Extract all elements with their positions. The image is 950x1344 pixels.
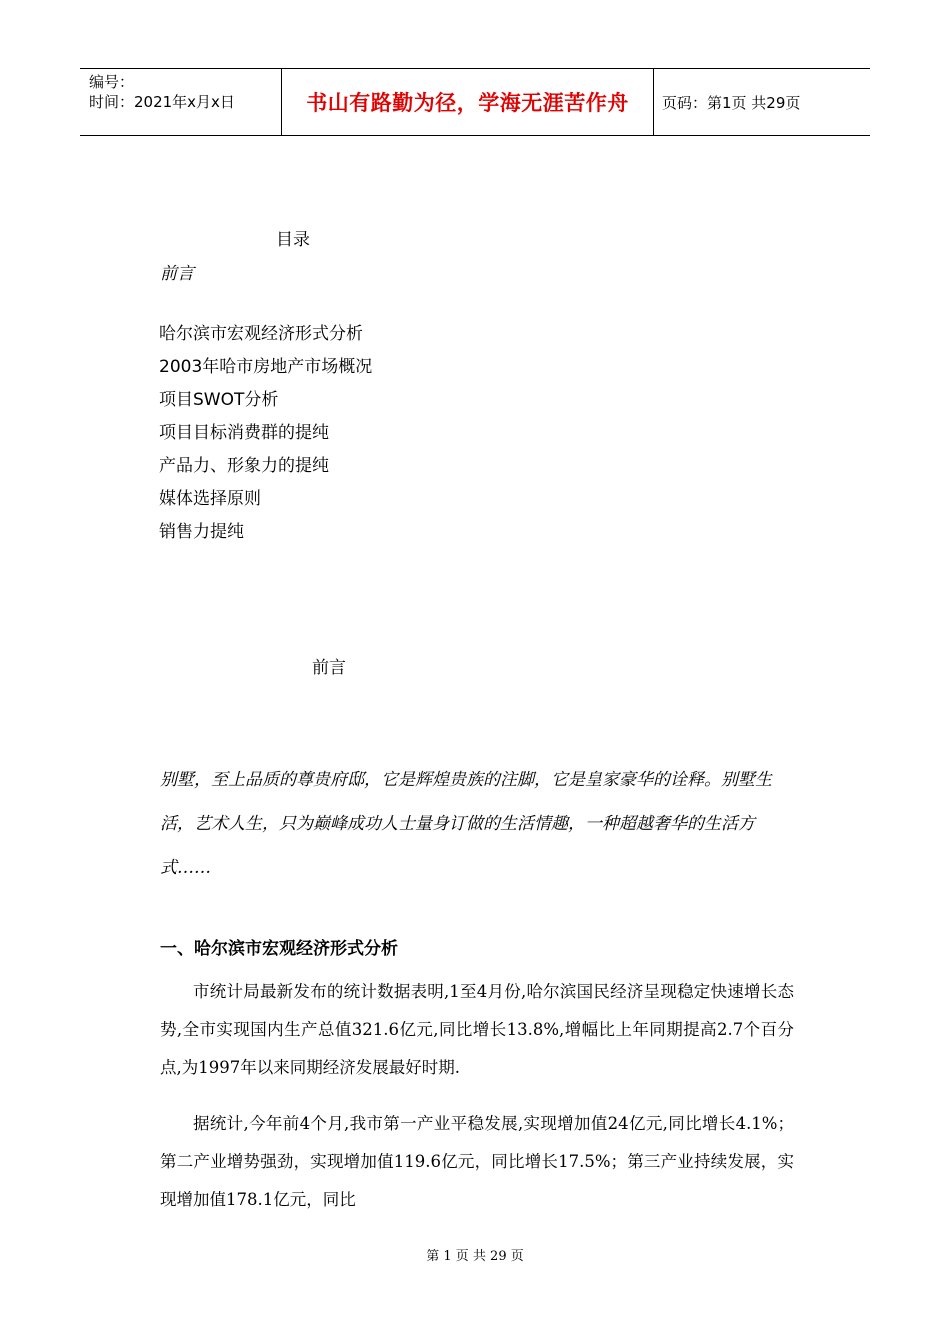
- toc-item: 2003年哈市房地产市场概况: [159, 357, 373, 377]
- toc-item: 哈尔滨市宏观经济形式分析: [159, 324, 363, 344]
- toc-list: [159, 320, 372, 551]
- body-paragraph: 据统计,今年前4个月,我市第一产业平稳发展,实现增加值24亿元,同比增长4.1%；第二产业增势强劲，实现增加值119.6亿元，同比增长17.5%；第三产业持续发展，实现增加值178.1亿元，同比: [160, 1114, 794, 1209]
- header-motto: 书山有路勤为径，学海无涯苦作舟: [282, 69, 654, 135]
- body-paragraph: 市统计局最新发布的统计数据表明,1至4月份,哈尔滨国民经济呈现稳定快速增长态势,全市实现国内生产总值321.6亿元,同比增长13.8%,增幅比上年同期提高2.7个百分点,为1997年以来同期经济发展最好时期.: [160, 982, 794, 1077]
- preface-paragraph: 别墅，至上品质的尊贵府邸，它是辉煌贵族的注脚，它是皇家豪华的诠释。别墅生活，艺术人生，只为巅峰成功人士量身订做的生活情趣，一种超越奢华的生活方式……: [160, 770, 772, 878]
- number-label: 编号：: [89, 73, 135, 91]
- preface-heading: 前言: [312, 658, 346, 678]
- toc-title: 目录: [276, 230, 310, 250]
- header-table: [80, 68, 870, 136]
- toc-item: 项目目标消费群的提纯: [159, 423, 329, 443]
- toc-item: 项目SWOT分析: [159, 390, 279, 410]
- header-page-info: 页码：第1页 共29页: [662, 93, 801, 112]
- toc-item: 销售力提纯: [159, 522, 244, 542]
- date-label: 时间：2021年x月x日: [89, 93, 235, 111]
- section-heading: 一、哈尔滨市宏观经济形式分析: [160, 939, 398, 959]
- toc-item: 媒体选择原则: [159, 489, 261, 509]
- toc-preface-entry: 前言: [160, 264, 194, 284]
- header-meta-cell: [80, 69, 282, 135]
- page-footer: 第 1 页 共 29 页: [426, 1249, 524, 1264]
- toc-item: 产品力、形象力的提纯: [159, 456, 329, 476]
